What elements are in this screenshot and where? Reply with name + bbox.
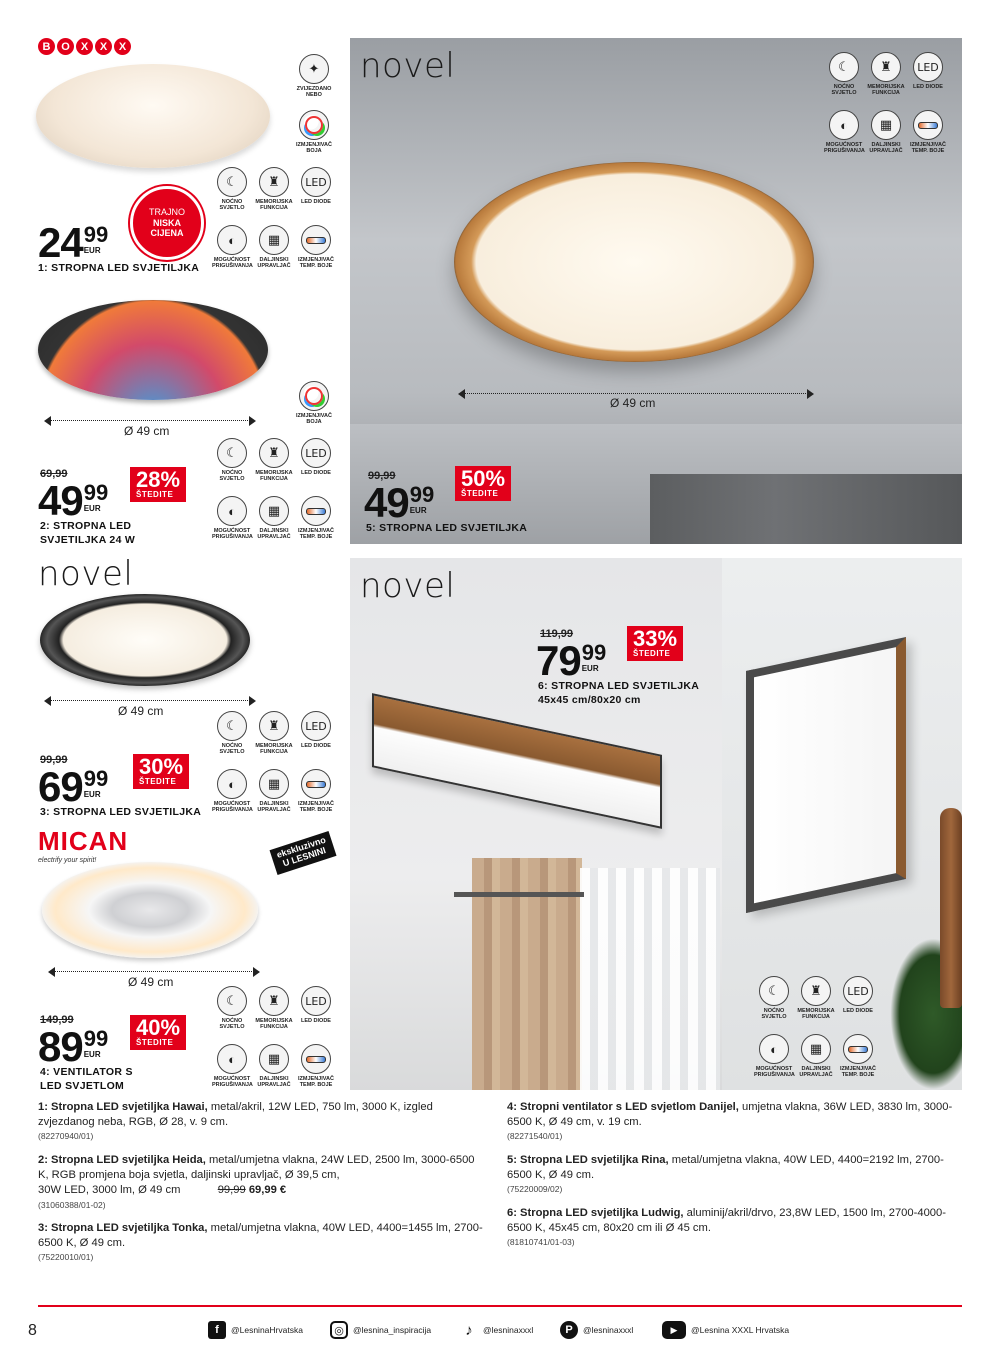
feature-led: LED LED DIODE: [296, 438, 336, 476]
product-2-dimension-label: Ø 49 cm: [124, 424, 170, 438]
product-5-discount-badge: 50% ŠTEDITE: [455, 466, 511, 501]
feature-remote: ▦ DALJINSKI UPRAVLJAČ: [254, 1044, 294, 1089]
feature-temp: IZMJENJIVAČ TEMP. BOJE: [908, 110, 948, 155]
color-temp-icon: [301, 769, 331, 799]
product-2-image: [38, 300, 268, 400]
led-icon: LED: [301, 438, 331, 468]
novel-logo: novel: [360, 46, 456, 86]
remote-icon: ▦: [871, 110, 901, 140]
feature-led: LED LED DIODE: [296, 167, 336, 205]
product-6-photo: [350, 558, 962, 1090]
description-1: 1: Stropna LED svjetiljka Hawai, metal/akril, 12W LED, 750 lm, 3000 K, izgled zvjezdanog neba, RGB, Ø 28, v. 9 cm. (82270940/01): [38, 1101, 433, 1142]
feature-dimming: ◐ MOGUĆNOST PRIGUŠIVANJA: [754, 1034, 794, 1079]
color-temp-icon: [843, 1034, 873, 1064]
rgb-icon: [299, 381, 329, 411]
product-4-old-price: 149,99: [40, 1014, 74, 1026]
boxxx-logo: B O X X X: [38, 38, 131, 55]
feature-night: ☾ NOĆNO SVJETLO: [212, 167, 252, 212]
product-3-image: [40, 594, 250, 686]
statue: [940, 808, 962, 1008]
led-icon: LED: [301, 167, 331, 197]
feature-memory: ♜ MEMORIJSKA FUNKCIJA: [254, 711, 294, 756]
curtain-rod: [454, 892, 584, 897]
feature-memory: ♜ MEMORIJSKA FUNKCIJA: [254, 986, 294, 1031]
feature-night: ☾ NOĆNO SVJETLO: [754, 976, 794, 1021]
led-icon: LED: [301, 711, 331, 741]
mican-logo: MICAN electrify your spirit!: [38, 826, 129, 864]
product-6-linear-lamp: [372, 693, 662, 829]
product-4-discount-badge: 40% ŠTEDITE: [130, 1015, 186, 1050]
instagram-link[interactable]: ◎ @lesnina_inspiracija: [330, 1321, 431, 1339]
moon-icon: ☾: [759, 976, 789, 1006]
product-4-name: 4: VENTILATOR S LED SVJETLOM: [40, 1066, 133, 1092]
product-3-dimension-label: Ø 49 cm: [118, 704, 164, 718]
feature-memory: ♜ MEMORIJSKA FUNKCIJA: [866, 52, 906, 97]
product-4-price: 89 99 EUR: [38, 1023, 109, 1070]
feature-memory: ♜ MEMORIJSKA FUNKCIJA: [796, 976, 836, 1021]
description-2: 2: Stropna LED svjetiljka Heida, metal/umjetna vlakna, 24W LED, 2500 lm, 3000-6500 K, RGB promjena boja svjetla, daljinski upravljač, Ø 39,5 cm, 30W LED, 3000 lm, Ø 49 cm 99,99 69,99 € (31060388/01-02): [38, 1154, 475, 1210]
product-5-old-price: 99,99: [368, 470, 396, 482]
product-4-image: [42, 862, 258, 958]
feature-temp: IZMJENJIVAČ TEMP. BOJE: [296, 225, 336, 270]
product-3-name: 3: STROPNA LED SVJETILJKA: [40, 806, 202, 818]
product-5-dimension-label: Ø 49 cm: [610, 396, 656, 410]
product-6-price: 79 99 EUR: [536, 637, 607, 684]
stars-icon: ✦: [299, 54, 329, 84]
dimmer-icon: ◐: [759, 1034, 789, 1064]
moon-icon: ☾: [217, 711, 247, 741]
moon-icon: ☾: [217, 167, 247, 197]
product-5-name: 5: STROPNA LED SVJETILJKA: [366, 522, 528, 534]
permanent-low-price-badge: TRAJNO NISKA CIJENA: [130, 186, 204, 260]
feature-dimming: ◐ MOGUĆNOST PRIGUŠIVANJA: [212, 225, 252, 270]
remote-icon: ▦: [259, 225, 289, 255]
remote-icon: ▦: [801, 1034, 831, 1064]
feature-night: ☾ NOĆNO SVJETLO: [212, 986, 252, 1031]
dimmer-icon: ◐: [217, 496, 247, 526]
instagram-icon: ◎: [330, 1321, 348, 1339]
product-6-discount-badge: 33% ŠTEDITE: [627, 626, 683, 661]
led-icon: LED: [913, 52, 943, 82]
lamp-icon: ♜: [259, 711, 289, 741]
feature-stars: ✦ ZVIJEZDANO NEBO: [294, 54, 334, 99]
product-1-price: 24 99 EUR: [38, 219, 109, 266]
product-2-price: 49 99 EUR: [38, 477, 109, 524]
dimmer-icon: ◐: [217, 1044, 247, 1074]
facebook-link[interactable]: f @LesninaHrvatska: [208, 1321, 303, 1339]
dimmer-icon: ◐: [217, 769, 247, 799]
feature-temp: IZMJENJIVAČ TEMP. BOJE: [838, 1034, 878, 1079]
product-4-dimension-label: Ø 49 cm: [128, 975, 174, 989]
footer-divider: [38, 1305, 962, 1307]
feature-temp: IZMJENJIVAČ TEMP. BOJE: [296, 769, 336, 814]
product-2-discount-badge: 28% ŠTEDITE: [130, 467, 186, 502]
color-temp-icon: [301, 496, 331, 526]
led-icon: LED: [301, 986, 331, 1016]
feature-led: LED LED DIODE: [838, 976, 878, 1014]
lamp-icon: ♜: [259, 167, 289, 197]
product-5-lamp: [454, 162, 814, 362]
description-6: 6: Stropna LED svjetiljka Ludwig, aluminij/akril/drvo, 23,8W LED, 1500 lm, 2700-4000-6500 K, 45x45 cm, 80x20 cm ili Ø 45 cm. (81810741/01-03): [507, 1207, 946, 1248]
youtube-link[interactable]: ▶ @Lesnina XXXL Hrvatska: [662, 1321, 789, 1339]
remote-icon: ▦: [259, 496, 289, 526]
feature-remote: ▦ DALJINSKI UPRAVLJAČ: [254, 225, 294, 270]
lamp-icon: ♜: [259, 986, 289, 1016]
feature-rgb: IZMJENJIVAČ BOJA: [294, 110, 334, 155]
feature-memory: ♜ MEMORIJSKA FUNKCIJA: [254, 438, 294, 483]
description-4: 4: Stropni ventilator s LED svjetlom Danijel, umjetna vlakna, 36W LED, 3830 lm, 3000-6500 K, Ø 49 cm, v. 19 cm. (82271540/01): [507, 1101, 953, 1142]
product-5-price: 49 99 EUR: [364, 479, 435, 526]
feature-memory: ♜ MEMORIJSKA FUNKCIJA: [254, 167, 294, 212]
product-3-discount-badge: 30% ŠTEDITE: [133, 754, 189, 789]
feature-led: LED LED DIODE: [296, 711, 336, 749]
facebook-icon: f: [208, 1321, 226, 1339]
feature-night: ☾ NOĆNO SVJETLO: [212, 711, 252, 756]
feature-dimming: ◐ MOGUĆNOST PRIGUŠIVANJA: [824, 110, 864, 155]
product-1-image: [36, 64, 270, 168]
lamp-icon: ♜: [871, 52, 901, 82]
feature-night: ☾ NOĆNO SVJETLO: [212, 438, 252, 483]
feature-remote: ▦ DALJINSKI UPRAVLJAČ: [254, 496, 294, 541]
dimmer-icon: ◐: [829, 110, 859, 140]
page-number: 8: [28, 1322, 37, 1339]
rgb-icon: [299, 110, 329, 140]
tiktok-link[interactable]: ♪ @lesninaxxxl: [460, 1321, 533, 1339]
exclusive-stamp: ekskluzivno U LESNINI: [270, 831, 337, 875]
novel-logo: novel: [38, 554, 134, 594]
product-6-square-lamp: [746, 637, 906, 913]
product-1-name: 1: STROPNA LED SVJETILJKA: [38, 262, 200, 274]
product-3-price: 69 99 EUR: [38, 763, 109, 810]
feature-dimming: ◐ MOGUĆNOST PRIGUŠIVANJA: [212, 496, 252, 541]
feature-led: LED LED DIODE: [908, 52, 948, 90]
led-icon: LED: [843, 976, 873, 1006]
feature-rgb: IZMJENJIVAČ BOJA: [294, 381, 334, 426]
feature-remote: ▦ DALJINSKI UPRAVLJAČ: [254, 769, 294, 814]
moon-icon: ☾: [217, 986, 247, 1016]
product-5-photo: [350, 38, 962, 544]
lamp-icon: ♜: [801, 976, 831, 1006]
pinterest-link[interactable]: P @lesninaxxxl: [560, 1321, 633, 1339]
feature-remote: ▦ DALJINSKI UPRAVLJAČ: [796, 1034, 836, 1079]
feature-remote: ▦ DALJINSKI UPRAVLJAČ: [866, 110, 906, 155]
feature-led: LED LED DIODE: [296, 986, 336, 1024]
moon-icon: ☾: [829, 52, 859, 82]
product-6-old-price: 119,99: [540, 628, 574, 640]
tiktok-icon: ♪: [460, 1321, 478, 1339]
feature-temp: IZMJENJIVAČ TEMP. BOJE: [296, 496, 336, 541]
product-6-name: 6: STROPNA LED SVJETILJKA 45x45 cm/80x20 cm: [538, 680, 700, 706]
pinterest-icon: P: [560, 1321, 578, 1339]
feature-temp: IZMJENJIVAČ TEMP. BOJE: [296, 1044, 336, 1089]
color-temp-icon: [301, 1044, 331, 1074]
description-5: 5: Stropna LED svjetiljka Rina, metal/umjetna vlakna, 40W LED, 4400=2192 lm, 2700-6500 K, Ø 49 cm. (75220009/02): [507, 1154, 944, 1195]
description-3: 3: Stropna LED svjetiljka Tonka, metal/umjetna vlakna, 40W LED, 4400=1455 lm, 2700-6500 K, Ø 49 cm. (75220010/01): [38, 1222, 483, 1263]
curtain: [650, 474, 962, 544]
remote-icon: ▦: [259, 769, 289, 799]
sheer-curtain: [580, 868, 720, 1090]
product-2-name: 2: STROPNA LED SVJETILJKA 24 W: [40, 520, 136, 546]
color-temp-icon: [913, 110, 943, 140]
lamp-icon: ♜: [259, 438, 289, 468]
youtube-icon: ▶: [662, 1321, 686, 1339]
moon-icon: ☾: [217, 438, 247, 468]
feature-dimming: ◐ MOGUĆNOST PRIGUŠIVANJA: [212, 769, 252, 814]
product-3-old-price: 99,99: [40, 754, 68, 766]
feature-dimming: ◐ MOGUĆNOST PRIGUŠIVANJA: [212, 1044, 252, 1089]
product-2-old-price: 69,99: [40, 468, 68, 480]
remote-icon: ▦: [259, 1044, 289, 1074]
color-temp-icon: [301, 225, 331, 255]
dimmer-icon: ◐: [217, 225, 247, 255]
feature-night: ☾ NOĆNO SVJETLO: [824, 52, 864, 97]
novel-logo: novel: [360, 566, 456, 606]
